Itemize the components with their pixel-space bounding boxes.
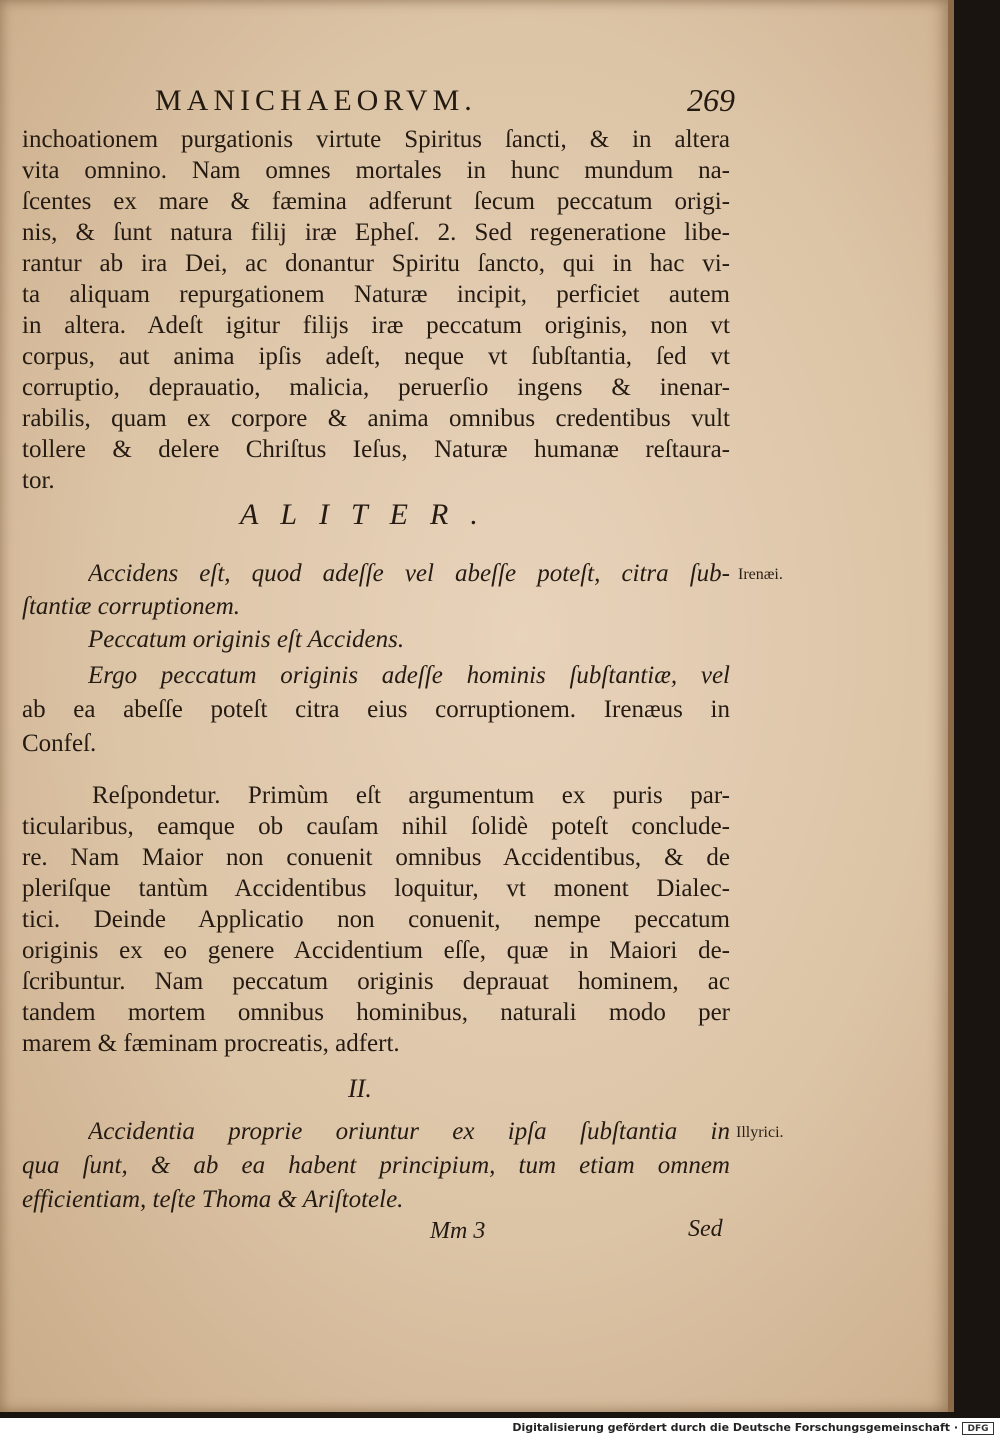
text-line: tollere & delere Chriſtus Ieſus, Naturæ humanæ reſtaura-: [22, 436, 730, 463]
text-line: ta aliquam repurgationem Naturæ incipit, perficiet autem: [22, 281, 730, 308]
text-line: marem & fæminam procreatis, adfert.: [22, 1030, 400, 1057]
syllogism-line: qua ſunt, & ab ea habent principium, tum etiam omnem: [22, 1152, 730, 1179]
running-head: [155, 82, 735, 122]
catchword: Sed: [688, 1216, 723, 1242]
dfg-logo: DFG: [962, 1422, 994, 1435]
text-line: rabilis, quam ex corpore & anima omnibus credentibus vult: [22, 405, 730, 432]
text-line: pleriſque tantùm Accidentibus loquitur, vt monent Dialec-: [22, 875, 730, 902]
margin-note-irenaei: Irenæi.: [738, 566, 783, 583]
text-line: ticularibus, eamque ob cauſam nihil ſolidè poteſt conclude-: [22, 813, 730, 840]
text-line: corpus, aut anima ipſis adeſt, neque vt ſubſtantia, ſed vt: [22, 343, 730, 370]
footer-bar: [0, 1418, 1000, 1440]
running-head-title: MANICHAEORVM.: [155, 84, 477, 117]
text-line: originis ex eo genere Accidentium eſſe, quæ in Maiori de-: [22, 937, 730, 964]
text-line: ſcribuntur. Nam peccatum originis deprauat hominem, ac: [22, 968, 730, 995]
text-line: nis, & ſunt natura filij iræ Epheſ. 2. Sed regeneratione libe-: [22, 219, 730, 246]
text-line: inchoationem purgationis virtute Spiritus ſancti, & in altera: [22, 126, 730, 153]
margin-note-illyrici: Illyrici.: [736, 1124, 784, 1141]
text-line: tor.: [22, 467, 55, 494]
text-line: in altera. Adeſt igitur filijs iræ peccatum originis, non vt: [22, 312, 730, 339]
text-line: rantur ab ira Dei, ac donantur Spiritu ſancto, qui in hac vi-: [22, 250, 730, 277]
text-line: corruptio, deprauatio, malicia, peruerſio ingens & inenar-: [22, 374, 730, 401]
text-line: tandem mortem omnibus hominibus, naturali modo per: [22, 999, 730, 1026]
page-number: 269: [687, 82, 735, 118]
text-line: Reſpondetur. Primùm eſt argumentum ex puris par-: [92, 782, 730, 809]
text-line: Confeſ.: [22, 730, 97, 757]
signature-mark: Mm 3: [430, 1218, 486, 1244]
syllogism-line: ſtantiæ corruptionem.: [22, 593, 241, 620]
funding-credit: Digitalisierung gefördert durch die Deutsche Forschungsgemeinschaft ·: [512, 1421, 958, 1434]
syllogism-line: Accidentia proprie oriuntur ex ipſa ſubſtantia in: [88, 1118, 730, 1145]
syllogism-line: Accidens eſt, quod adeſſe vel abeſſe poteſt, citra ſub-: [88, 560, 730, 587]
syllogism-line: Peccatum originis eſt Accidens.: [88, 626, 405, 653]
text-line: re. Nam Maior non conuenit omnibus Accidentibus, & de: [22, 844, 730, 871]
text-line: ſcentes ex mare & fæmina adferunt ſecum peccatum origi-: [22, 188, 730, 215]
section-numeral: II.: [348, 1074, 372, 1103]
syllogism-line: Ergo peccatum originis adeſſe hominis ſubſtantiæ, vel: [88, 662, 730, 689]
text-line: tici. Deinde Applicatio non conuenit, nempe peccatum: [22, 906, 730, 933]
text-line: vita omnino. Nam omnes mortales in hunc mundum na-: [22, 157, 730, 184]
syllogism-line: efficientiam, teſte Thoma & Ariſtotele.: [22, 1186, 404, 1213]
page-edge: [948, 0, 954, 1412]
syllogism-line: ab ea abeſſe poteſt citra eius corruptionem. Irenæus in: [22, 696, 730, 723]
section-title: ALITER.: [240, 498, 500, 531]
